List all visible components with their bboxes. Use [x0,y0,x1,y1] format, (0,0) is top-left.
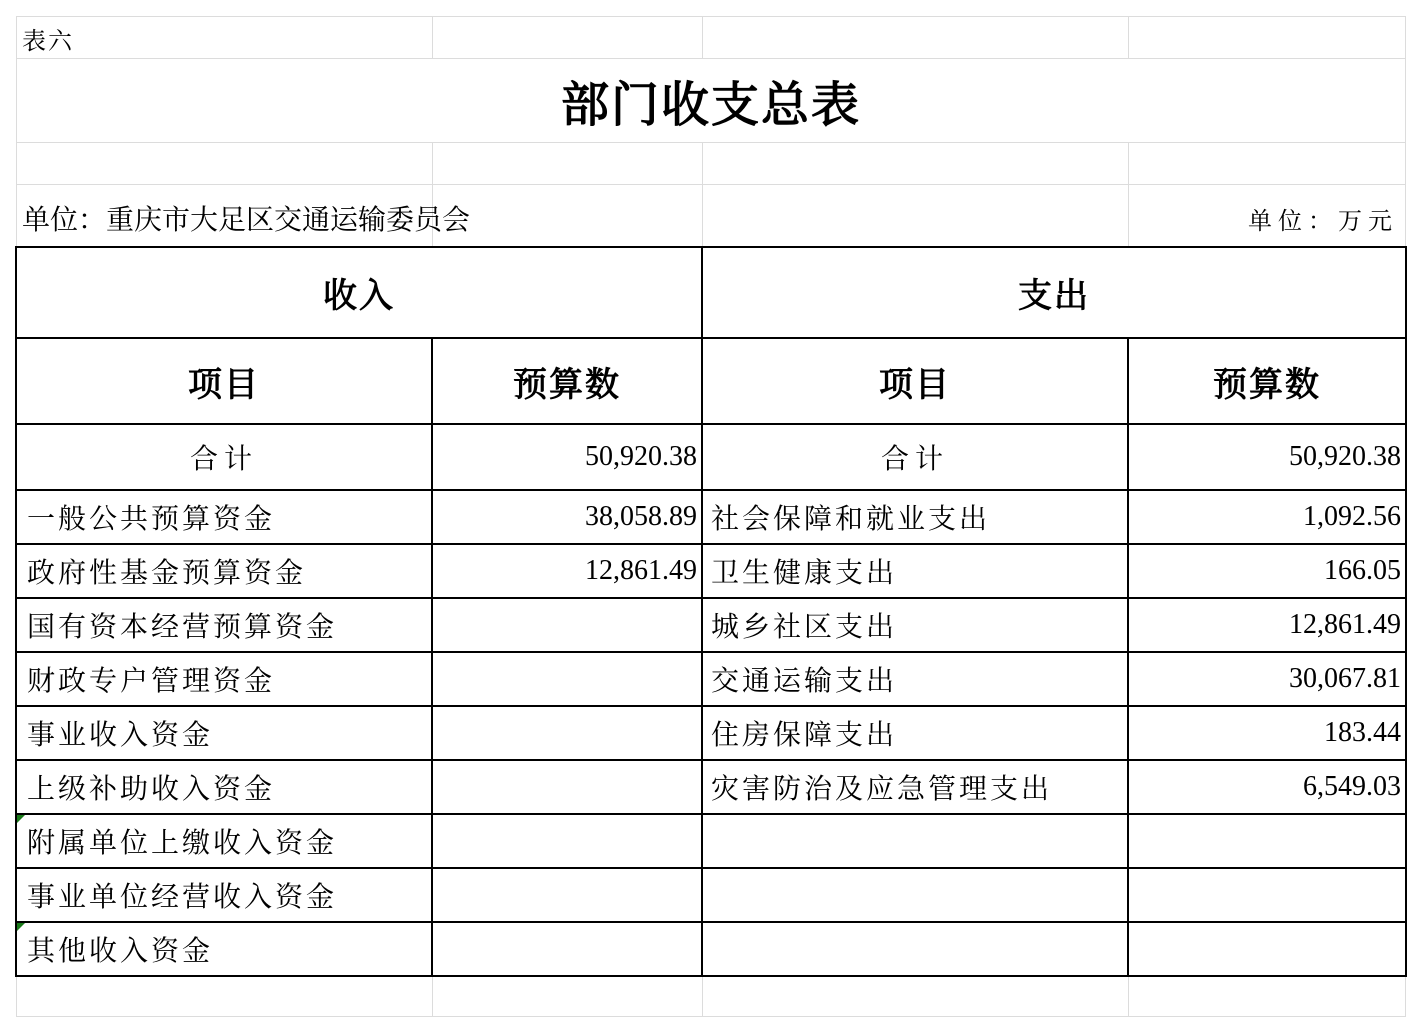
total-income-label: 合计 [189,442,258,475]
gridline [702,16,703,58]
income-amount-cell [433,815,701,867]
income-amount-cell [433,707,701,759]
expense-amount-cell [1129,923,1405,975]
income-item-cell: 事业单位经营收入资金 [27,880,338,913]
gridline [702,976,703,1017]
income-item-cell: 事业收入资金 [27,718,214,751]
income-item-cell: 上级补助收入资金 [27,772,276,805]
gridline [1128,16,1129,58]
unit-organization: 单位：重庆市大足区交通运输委员会 [22,203,471,236]
income-amount-cell: 12,861.49 [585,555,697,586]
expense-item-cell [703,815,1127,867]
income-amount-cell [433,653,701,705]
income-item-cell: 一般公共预算资金 [27,502,276,535]
income-amount-cell [433,923,701,975]
income-group-header: 收入 [323,276,395,316]
income-amount-cell: 38,058.89 [585,501,697,532]
sheet-label: 表六 [22,26,74,55]
total-income-amount: 50,920.38 [585,441,697,472]
income-item-cell: 财政专户管理资金 [27,664,276,697]
expense-amount-cell: 30,067.81 [1289,663,1401,694]
expense-item-cell: 交通运输支出 [711,664,898,697]
total-expense-amount: 50,920.38 [1289,441,1401,472]
gridline [16,1016,1406,1017]
expense-item-cell: 卫生健康支出 [711,556,898,589]
gridline [432,16,433,58]
expense-amount-cell: 6,549.03 [1303,771,1401,802]
expense-item-cell: 灾害防治及应急管理支出 [711,772,1053,805]
gridline [702,142,703,246]
cell-comment-marker [17,923,25,931]
column-header-expense-item: 项目 [879,364,951,405]
expense-group-header: 支出 [1018,276,1090,316]
table-border [1405,246,1407,977]
gridline [16,142,1406,143]
expense-amount-cell [1129,815,1405,867]
gridline [1405,976,1406,1017]
cell-comment-marker [17,815,25,823]
table-border [16,975,1407,977]
unit-currency: 单位：万元 [1248,206,1398,235]
expense-amount-cell: 1,092.56 [1303,501,1401,532]
expense-item-cell [703,923,1127,975]
column-header-expense-amount: 预算数 [1213,364,1321,405]
income-item-cell: 政府性基金预算资金 [27,556,307,589]
income-item-cell: 其他收入资金 [27,934,214,967]
expense-amount-cell: 183.44 [1324,717,1401,748]
gridline [16,976,17,1017]
gridline [16,184,1406,185]
expense-item-cell: 住房保障支出 [711,718,898,751]
expense-item-cell: 城乡社区支出 [711,610,898,643]
expense-item-cell [703,869,1127,921]
income-item-cell: 国有资本经营预算资金 [27,610,338,643]
income-item-cell: 附属单位上缴收入资金 [27,826,338,859]
expense-amount-cell [1129,869,1405,921]
income-amount-cell [433,761,701,813]
gridline [1128,976,1129,1017]
income-amount-cell [433,599,701,651]
income-amount-cell [433,869,701,921]
column-header-income-amount: 预算数 [513,364,621,405]
gridline [432,976,433,1017]
expense-amount-cell: 12,861.49 [1289,609,1401,640]
page-title: 部门收支总表 [560,76,861,133]
column-header-income-item: 项目 [188,364,260,405]
gridline [16,16,1406,17]
expense-amount-cell: 166.05 [1324,555,1401,586]
total-expense-label: 合计 [880,442,949,475]
expense-item-cell: 社会保障和就业支出 [711,502,991,535]
